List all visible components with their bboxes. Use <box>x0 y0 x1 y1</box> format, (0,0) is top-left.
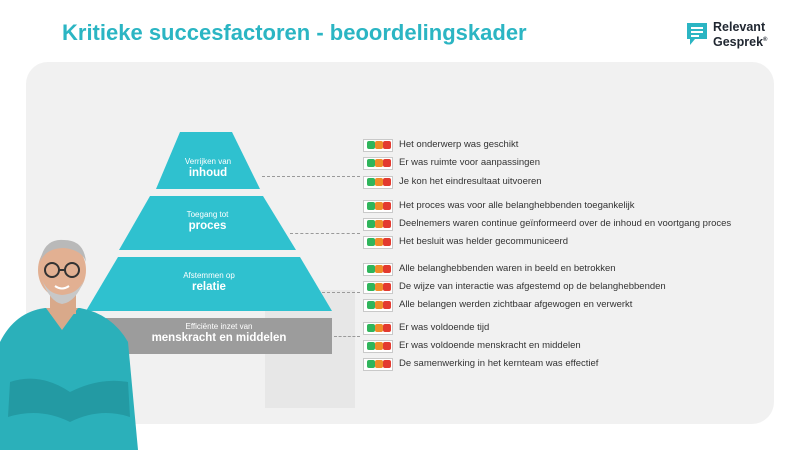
traffic-light-icon <box>363 263 393 276</box>
connector-line <box>334 336 360 337</box>
green-light-icon <box>367 301 375 309</box>
criterion-text: Er was ruimte voor aanpassingen <box>399 157 540 168</box>
orange-light-icon <box>375 202 383 210</box>
connector-line <box>290 233 360 234</box>
red-light-icon <box>383 141 391 149</box>
green-light-icon <box>367 178 375 186</box>
orange-light-icon <box>375 238 383 246</box>
criterion-text: Het besluit was helder gecommuniceerd <box>399 236 568 247</box>
orange-light-icon <box>375 141 383 149</box>
criterion-text: Deelnemers waren continue geïnformeerd over de inhoud en voortgang proces <box>399 218 732 229</box>
orange-light-icon <box>375 159 383 167</box>
green-light-icon <box>367 265 375 273</box>
orange-light-icon <box>375 178 383 186</box>
green-light-icon <box>367 283 375 291</box>
orange-light-icon <box>375 342 383 350</box>
green-light-icon <box>367 220 375 228</box>
person-illustration <box>0 232 140 450</box>
criterion-text: De wijze van interactie was afgestemd op de belanghebbenden <box>399 281 666 292</box>
red-light-icon <box>383 301 391 309</box>
traffic-light-icon <box>363 281 393 294</box>
criterion-text: Je kon het eindresultaat uitvoeren <box>399 176 542 187</box>
pyramid-label-relatie: Afstemmen op relatie <box>183 271 235 293</box>
orange-light-icon <box>375 220 383 228</box>
red-light-icon <box>383 265 391 273</box>
orange-light-icon <box>375 324 383 332</box>
criterion-text: De samenwerking in het kernteam was effectief <box>399 358 599 369</box>
connector-line <box>262 176 360 177</box>
green-light-icon <box>367 360 375 368</box>
criterion-text: Er was voldoende tijd <box>399 322 490 333</box>
traffic-light-icon <box>363 218 393 231</box>
red-light-icon <box>383 178 391 186</box>
red-light-icon <box>383 220 391 228</box>
red-light-icon <box>383 159 391 167</box>
traffic-light-icon <box>363 176 393 189</box>
criterion-text: Het proces was voor alle belanghebbenden toegankelijk <box>399 200 635 211</box>
orange-light-icon <box>375 301 383 309</box>
pyramid-label-inhoud: Verrijken van inhoud <box>184 157 232 179</box>
red-light-icon <box>383 202 391 210</box>
traffic-light-icon <box>363 358 393 371</box>
traffic-light-icon <box>363 200 393 213</box>
criterion-text: Het onderwerp was geschikt <box>399 139 519 150</box>
traffic-light-icon <box>363 322 393 335</box>
traffic-light-icon <box>363 139 393 152</box>
orange-light-icon <box>375 283 383 291</box>
traffic-light-icon <box>363 299 393 312</box>
red-light-icon <box>383 360 391 368</box>
green-light-icon <box>367 342 375 350</box>
red-light-icon <box>383 324 391 332</box>
traffic-light-icon <box>363 340 393 353</box>
traffic-light-icon <box>363 236 393 249</box>
page-title: Kritieke succesfactoren - beoordelingskader <box>62 20 527 45</box>
criterion-text: Alle belangen werden zichtbaar afgewogen en verwerkt <box>399 299 633 310</box>
green-light-icon <box>367 141 375 149</box>
connector-line <box>322 292 360 293</box>
red-light-icon <box>383 342 391 350</box>
green-light-icon <box>367 238 375 246</box>
logo-text: Relevant Gesprek® <box>713 20 768 50</box>
orange-light-icon <box>375 265 383 273</box>
pyramid-label-middelen: Efficiënte inzet van menskracht en middelen <box>151 322 287 344</box>
traffic-light-icon <box>363 157 393 170</box>
orange-light-icon <box>375 360 383 368</box>
red-light-icon <box>383 238 391 246</box>
red-light-icon <box>383 283 391 291</box>
criterion-text: Alle belanghebbenden waren in beeld en betrokken <box>399 263 616 274</box>
green-light-icon <box>367 324 375 332</box>
pyramid-label-proces: Toegang tot proces <box>186 210 229 232</box>
criterion-text: Er was voldoende menskracht en middelen <box>399 340 581 351</box>
green-light-icon <box>367 159 375 167</box>
green-light-icon <box>367 202 375 210</box>
